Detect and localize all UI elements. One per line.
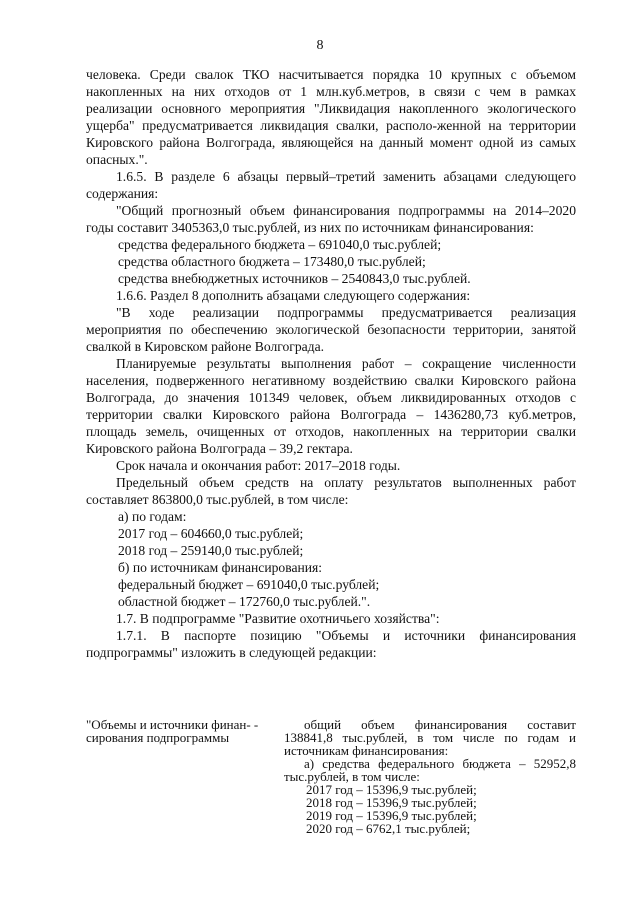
funding-line: 2017 год – 15396,9 тыс.рублей;	[306, 782, 477, 797]
paragraph: 1.7. В подпрограмме "Развитие охотничьего хозяйства":	[116, 611, 440, 626]
paragraph: средства областного бюджета – 173480,0 тыс.рублей;	[118, 254, 426, 269]
paragraph: Предельный объем средств на оплату результатов выполненных работ составляет 863800,0 тыс.рублей, в том числе:	[86, 475, 576, 507]
paragraph: 1.6.6. Раздел 8 дополнить абзацами следующего содержания:	[116, 288, 471, 303]
paragraph: средства федерального бюджета – 691040,0 тыс.рублей;	[118, 237, 442, 252]
paragraph: областной бюджет – 172760,0 тыс.рублей.".	[118, 594, 371, 609]
paragraph: б) по источникам финансирования:	[118, 560, 323, 575]
paragraph: 2017 год – 604660,0 тыс.рублей;	[118, 526, 304, 541]
page-number: 8	[316, 38, 324, 53]
paragraph: федеральный бюджет – 691040,0 тыс.рублей;	[118, 577, 380, 592]
paragraph: средства внебюджетных источников – 2540843,0 тыс.рублей.	[118, 271, 471, 286]
paragraph: Срок начала и окончания работ: 2017–2018 годы.	[116, 458, 401, 473]
funding-line: 2020 год – 6762,1 тыс.рублей;	[306, 821, 471, 836]
paragraph: "В ходе реализации подпрограммы предусматривается реализация мероприятия по обеспечению экологической безопасности территории, занятой свалкой в Кировском районе Волгограда.	[86, 305, 576, 354]
funding-table	[86, 718, 576, 835]
paragraph: "Общий прогнозный объем финансирования подпрограммы на 2014–2020 годы составит 3405363,0 тыс.рублей, из них по источникам финансирования:	[86, 203, 576, 235]
paragraph: 1.7.1. В паспорте позицию "Объемы и источники финансирования подпрограммы" изложить в следующей редакции:	[86, 628, 576, 660]
funding-line: а) средства федерального бюджета – 52952,8 тыс.рублей, в том числе:	[284, 756, 576, 784]
paragraph: а) по годам:	[118, 509, 187, 524]
paragraph: Планируемые результаты выполнения работ – сокращение численности населения, подверженного негативному воздействию свалки Кировского района Волгограда, до значения 101349 человек, объем ликвидированных отходов с территории свалки Кировского района Волгограда – 1436280,73 куб.метров, площадь земель, очищенных от отходов, накопленных на территории свалки Кировского района Волгограда – 39,2 гектара.	[86, 356, 576, 456]
funding-line: общий объем финансирования составит 138841,8 тыс.рублей, в том числе по годам и источникам финансирования:	[284, 717, 576, 758]
paragraph: человека. Среди свалок ТКО насчитывается порядка 10 крупных с объемом накопленных на них отходов от 1 млн.куб.метров, в связи с чем в рамках реализации основного мероприятия "Ликвидация накопленного экологического ущерба" предусматривается ликвидация свалки, располо-женной на территории Кировского района Волгограда, являющейся на данный момент одной из самых опасных.".	[86, 67, 576, 167]
funding-line: 2018 год – 15396,9 тыс.рублей;	[306, 795, 477, 810]
funding-line: 2019 год – 15396,9 тыс.рублей;	[306, 808, 477, 823]
paragraph: 1.6.5. В разделе 6 абзацы первый–третий заменить абзацами следующего содержания:	[86, 169, 576, 201]
document-body	[86, 66, 576, 661]
paragraph: 2018 год – 259140,0 тыс.рублей;	[118, 543, 304, 558]
funding-table-row	[86, 718, 576, 835]
funding-table-value	[276, 718, 576, 835]
funding-table-label: "Объемы и источники финан- - сирования подпрограммы	[86, 717, 259, 745]
